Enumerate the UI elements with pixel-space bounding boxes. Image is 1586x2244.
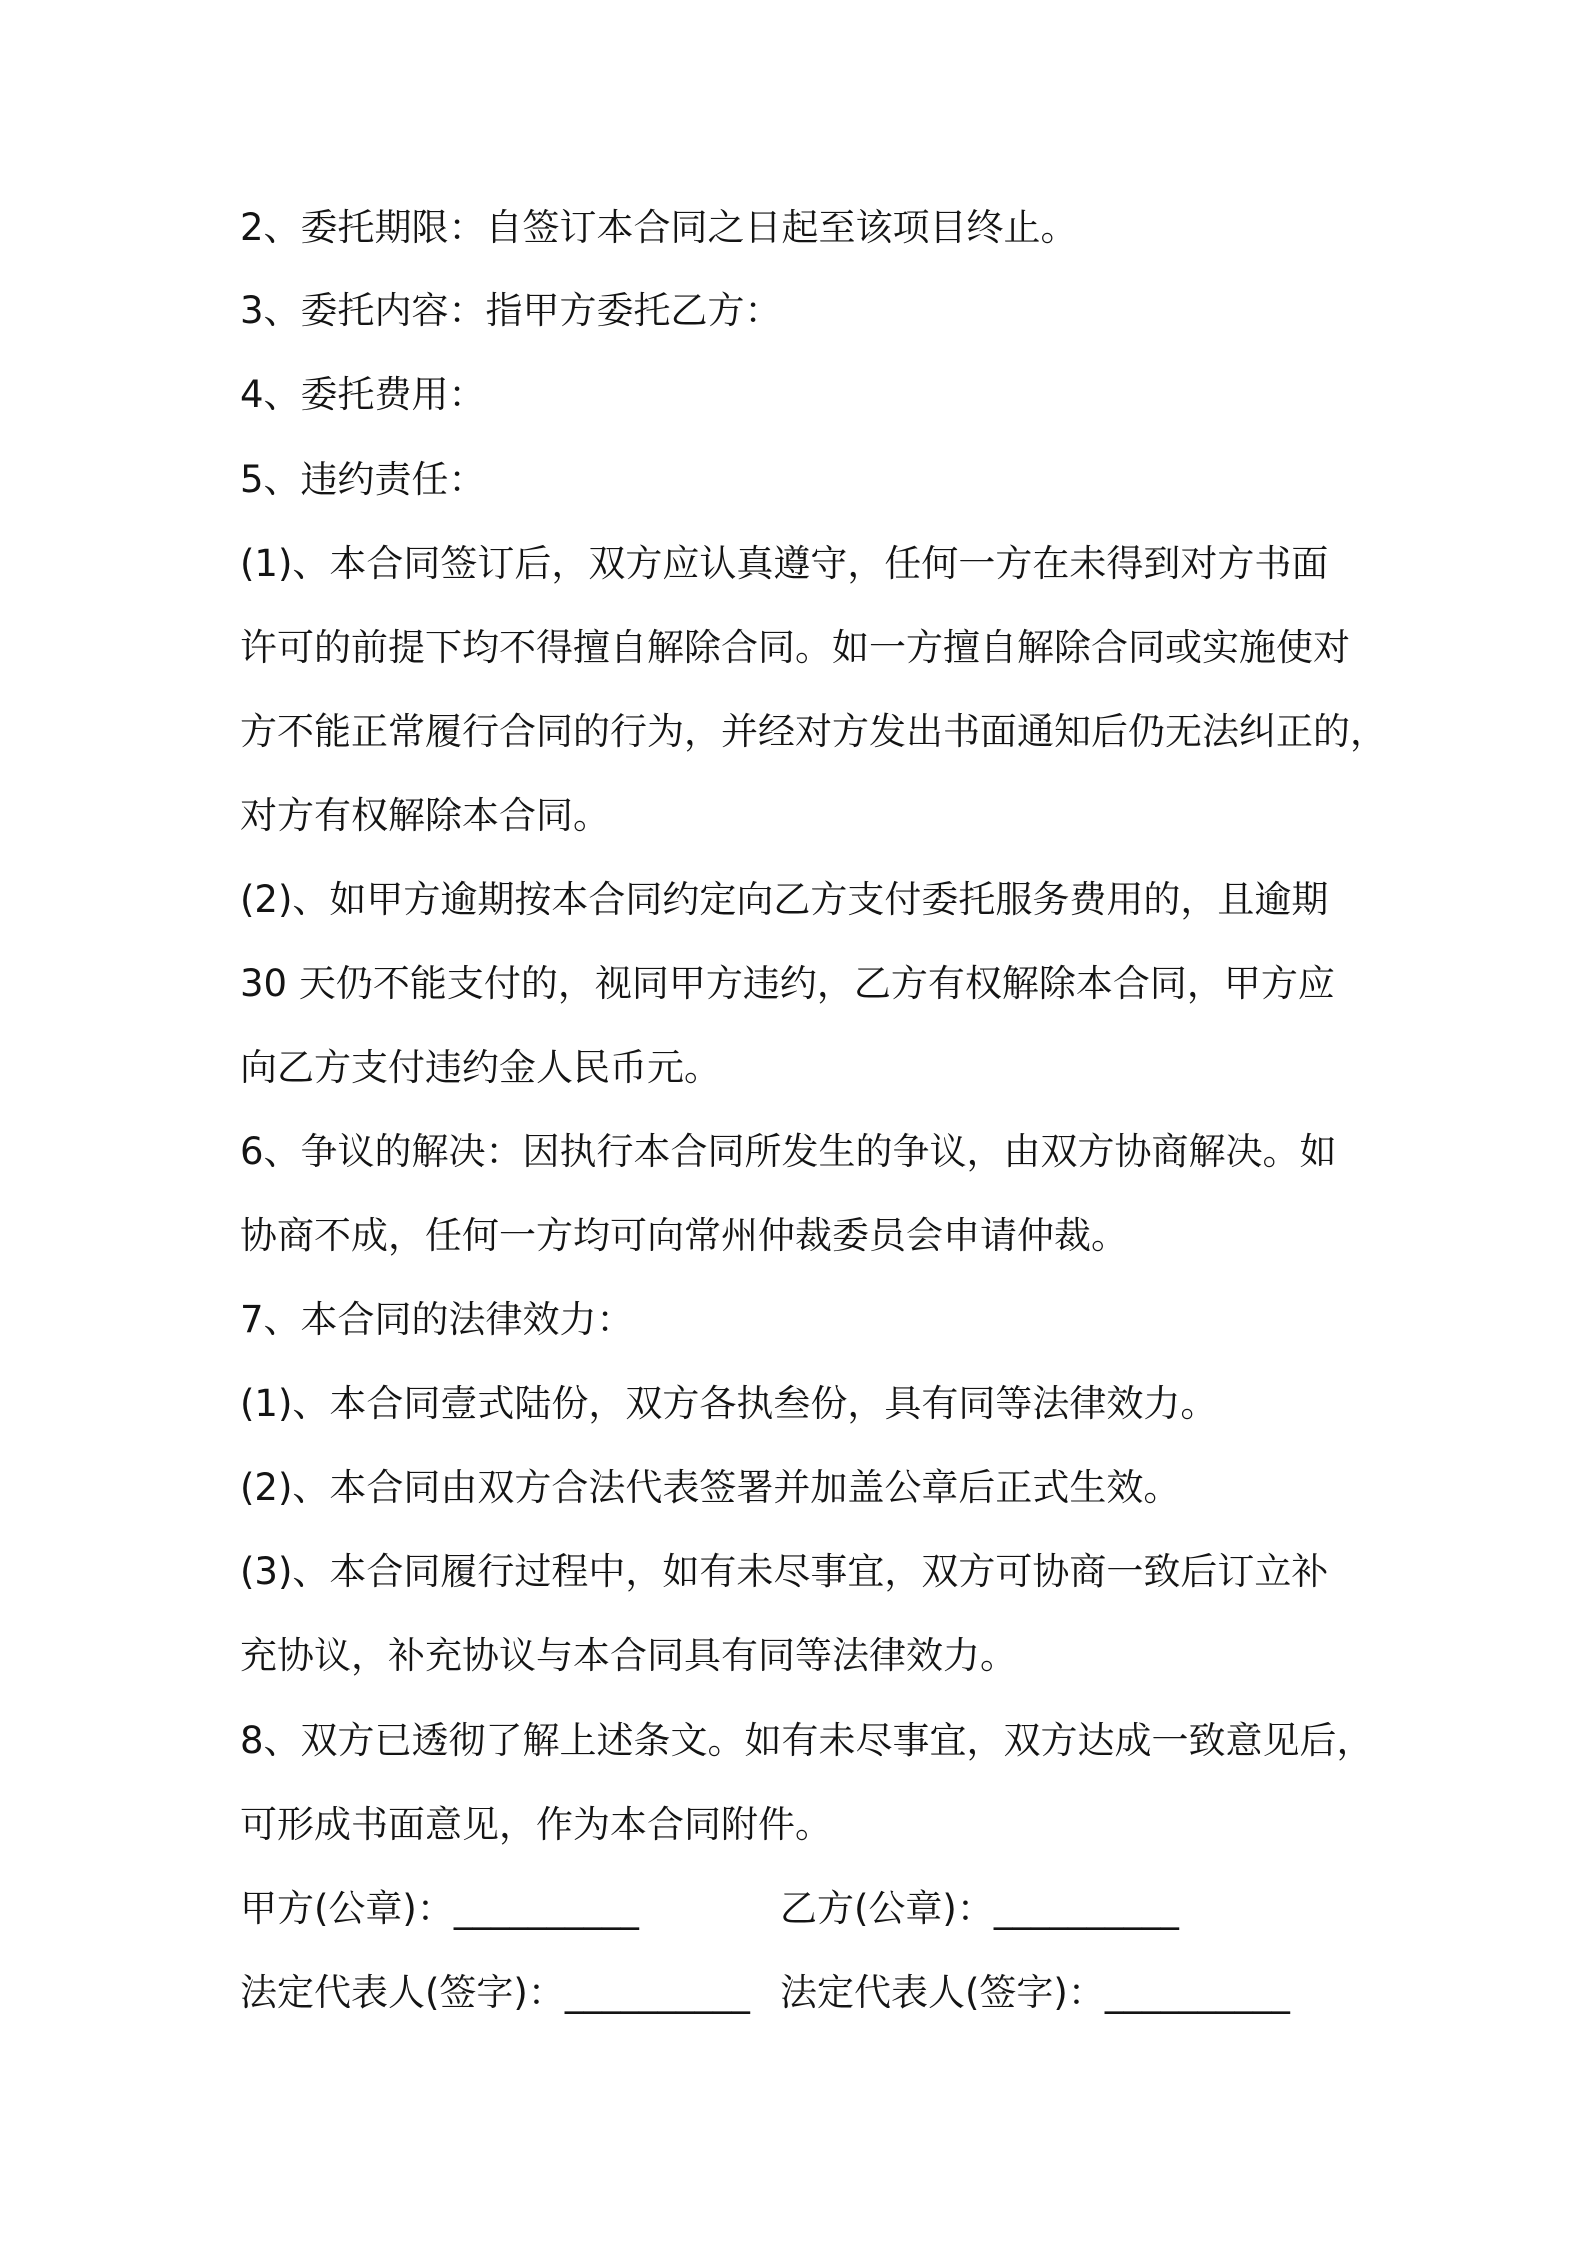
clause-7-heading: 7、本合同的法律效力： <box>240 1298 634 1341</box>
clause-7-1: (1)、本合同壹式陆份，双方各执叁份，具有同等法律效力。 <box>240 1382 1218 1425</box>
clause-5-heading: 5、违约责任： <box>240 458 486 501</box>
clause-3-content: 3、委托内容：指甲方委托乙方： <box>240 289 782 332</box>
party-a-seal-field: 甲方(公章)：__________ <box>240 1887 639 1930</box>
clause-4-fee: 4、委托费用： <box>240 373 486 416</box>
clause-7-3-line-2: 充协议，补充协议与本合同具有同等法律效力。 <box>240 1634 1017 1677</box>
party-b-representative-field: 法定代表人(签字)：__________ <box>780 1971 1290 2014</box>
clause-7-3-line-1: (3)、本合同履行过程中，如有未尽事宜，双方可协商一致后订立补 <box>240 1550 1329 1593</box>
clause-7-2: (2)、本合同由双方合法代表签署并加盖公章后正式生效。 <box>240 1466 1181 1509</box>
clause-5-1-line-4: 对方有权解除本合同。 <box>240 794 610 837</box>
clause-5-1-line-2: 许可的前提下均不得擅自解除合同。如一方擅自解除合同或实施使对 <box>240 626 1350 669</box>
clause-6-line-2: 协商不成，任何一方均可向常州仲裁委员会申请仲裁。 <box>240 1214 1128 1257</box>
clause-2-term: 2、委托期限：自签订本合同之日起至该项目终止。 <box>240 206 1078 249</box>
clause-5-2-line-2: 30 天仍不能支付的，视同甲方违约，乙方有权解除本合同，甲方应 <box>240 962 1335 1005</box>
clause-5-1-line-3: 方不能正常履行合同的行为，并经对方发出书面通知后仍无法纠正的， <box>240 710 1387 753</box>
clause-8-line-2: 可形成书面意见，作为本合同附件。 <box>240 1803 832 1846</box>
party-a-representative-field: 法定代表人(签字)：__________ <box>240 1971 750 2014</box>
clause-5-2-line-1: (2)、如甲方逾期按本合同约定向乙方支付委托服务费用的，且逾期 <box>240 878 1329 921</box>
party-b-seal-field: 乙方(公章)：__________ <box>780 1887 1179 1930</box>
clause-8-line-1: 8、双方已透彻了解上述条文。如有未尽事宜，双方达成一致意见后， <box>240 1719 1374 1762</box>
clause-6-line-1: 6、争议的解决：因执行本合同所发生的争议，由双方协商解决。如 <box>240 1130 1337 1173</box>
clause-5-2-line-3: 向乙方支付违约金人民币元。 <box>240 1046 721 1089</box>
clause-5-1-line-1: (1)、本合同签订后，双方应认真遵守，任何一方在未得到对方书面 <box>240 542 1329 585</box>
